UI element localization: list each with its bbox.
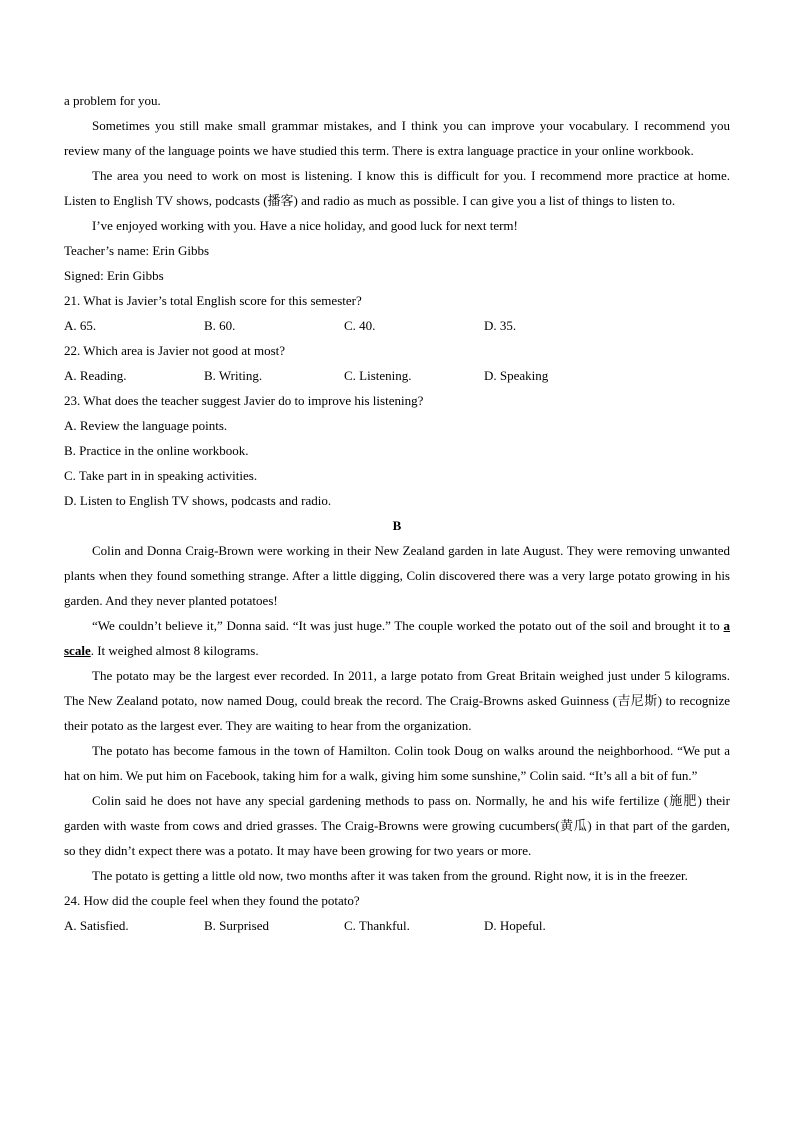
question-24-options bbox=[64, 913, 730, 938]
option: B. Writing. bbox=[204, 368, 263, 383]
option: D. Speaking bbox=[484, 368, 549, 383]
option: A. 65. bbox=[64, 318, 97, 333]
option: D. 35. bbox=[484, 318, 517, 333]
option: B. Surprised bbox=[204, 918, 269, 933]
passage-b-paragraph-4: The potato has become famous in the town of Hamilton. Colin took Doug on walks around the neighborhood. “We put a hat on him. We put him on Facebook, taking him for a walk, giving him some sunshine,” Colin said. “It’s all a bit of fun.” bbox=[64, 743, 730, 783]
section-heading-b: B bbox=[392, 518, 402, 533]
passage-a-paragraph-2: The area you need to work on most is listening. I know this is difficult for you. I recommend more practice at home. Listen to English TV shows, podcasts (播客) and radio as much as possible. I can give you a list of things to listen to. bbox=[64, 168, 730, 208]
option: B. 60. bbox=[204, 318, 236, 333]
option: A. Reading. bbox=[64, 368, 127, 383]
p2-text-before: “We couldn’t believe it,” Donna said. “It was just huge.” The couple worked the potato out of the soil and brought it to bbox=[92, 618, 724, 633]
option: C. Listening. bbox=[344, 368, 412, 383]
option: C. 40. bbox=[344, 318, 376, 333]
passage-a-paragraph-1: Sometimes you still make small grammar mistakes, and I think you can improve your vocabulary. I recommend you review many of the language points we have studied this term. There is extra language practice in your online workbook. bbox=[64, 118, 730, 158]
document-page bbox=[64, 88, 730, 938]
option: C. Thankful. bbox=[344, 918, 410, 933]
option: D. Listen to English TV shows, podcasts and radio. bbox=[64, 493, 332, 508]
passage-b-paragraph-6: The potato is getting a little old now, two months after it was taken from the ground. Right now, it is in the freezer. bbox=[92, 868, 688, 883]
option: B. Practice in the online workbook. bbox=[64, 443, 249, 458]
question-21-stem: 21. What is Javier’s total English score for this semester? bbox=[64, 293, 362, 308]
question-22-options bbox=[64, 363, 730, 388]
question-21-options bbox=[64, 313, 730, 338]
option: D. Hopeful. bbox=[484, 918, 546, 933]
question-24-stem: 24. How did the couple feel when they found the potato? bbox=[64, 893, 360, 908]
passage-b-paragraph-3: The potato may be the largest ever recorded. In 2011, a large potato from Great Britain weighed just under 5 kilograms. The New Zealand potato, now named Doug, could break the record. The Craig-Browns asked Guinness (吉尼斯) to recognize their potato as the largest ever. They are waiting to hear from the organization. bbox=[64, 668, 730, 733]
passage-a-paragraph-3: I’ve enjoyed working with you. Have a nice holiday, and good luck for next term! bbox=[92, 218, 518, 233]
teacher-name: Teacher’s name: Erin Gibbs bbox=[64, 243, 210, 258]
question-22-stem: 22. Which area is Javier not good at most? bbox=[64, 343, 286, 358]
question-23-stem: 23. What does the teacher suggest Javier do to improve his listening? bbox=[64, 393, 424, 408]
p2-text-after: . It weighed almost 8 kilograms. bbox=[90, 643, 259, 658]
teacher-signature: Signed: Erin Gibbs bbox=[64, 268, 164, 283]
underlined-phrase: a scale bbox=[64, 618, 730, 658]
passage-b-paragraph-1: Colin and Donna Craig-Brown were working in their New Zealand garden in late August. They were removing unwanted plants when they found something strange. After a little digging, Colin discovered there was a very large potato growing in his garden. And they never planted potatoes! bbox=[64, 543, 730, 608]
passage-b-paragraph-5: Colin said he does not have any special gardening methods to pass on. Normally, he and his wife fertilize (施肥) their garden with waste from cows and dried grasses. The Craig-Browns were growing cucumbers(黄瓜) in that part of the garden, so they didn’t expect there was a potato. It may have been growing for two years or more. bbox=[64, 793, 730, 858]
passage-a-tail: a problem for you. bbox=[64, 93, 161, 108]
option: C. Take part in in speaking activities. bbox=[64, 468, 258, 483]
option: A. Review the language points. bbox=[64, 418, 228, 433]
option: A. Satisfied. bbox=[64, 918, 129, 933]
passage-b-paragraph-2 bbox=[64, 613, 730, 663]
